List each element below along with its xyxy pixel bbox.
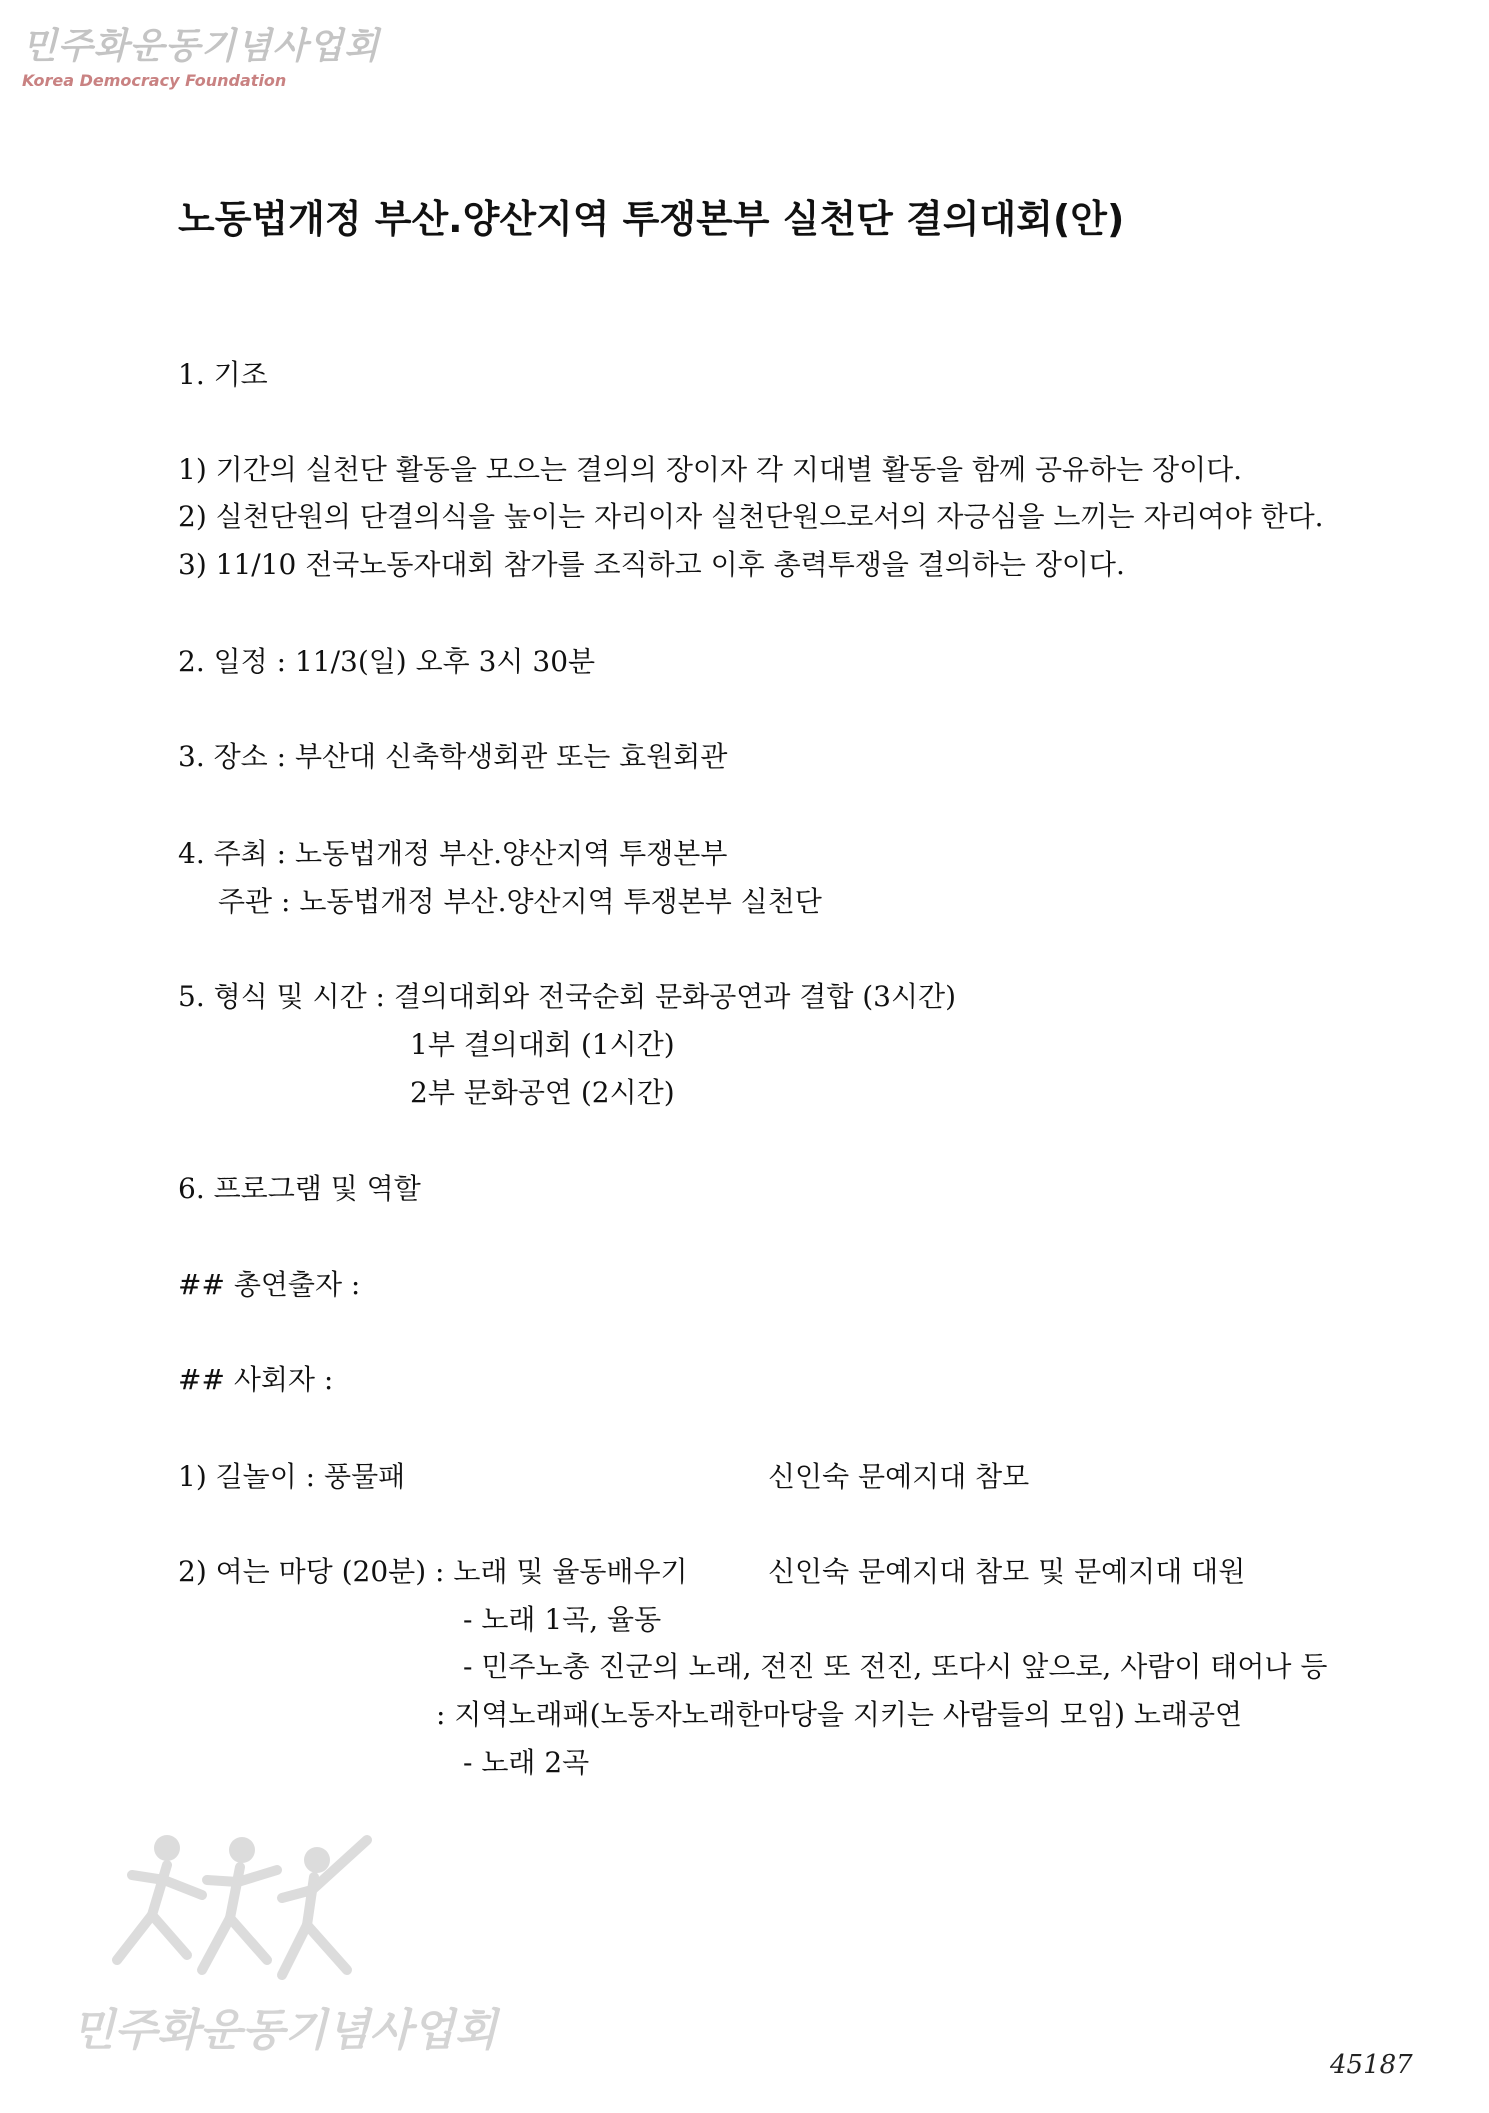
section-6-heading: 6. 프로그램 및 역할 — [178, 1172, 421, 1205]
program-2-right: 신인숙 문예지대 참모 및 문예지대 대원 — [768, 1555, 1246, 1588]
section-5-part1: 1부 결의대회 (1시간) — [410, 1028, 675, 1061]
section-1-item-3: 3) 11/10 전국노동자대회 참가를 조직하고 이후 총력투쟁을 결의하는 장이다. — [178, 548, 1125, 581]
watermark-bottom — [72, 1820, 497, 2058]
section-4-host: 4. 주최 : 노동법개정 부산.양산지역 투쟁본부 — [178, 837, 728, 870]
section-4-organizer: 주관 : 노동법개정 부산.양산지역 투쟁본부 실천단 — [218, 885, 822, 918]
program-1-left: 1) 길놀이 : 풍물패 — [178, 1460, 406, 1493]
watermark-english: Korea Democracy Foundation — [22, 71, 287, 90]
program-1-right: 신인숙 문예지대 참모 — [768, 1460, 1030, 1493]
section-5-format: 5. 형식 및 시간 : 결의대회와 전국순회 문화공연과 결합 (3시간) — [178, 980, 957, 1013]
watermark-korean: 민주화운동기념사업회 — [22, 26, 380, 67]
program-2-sub-3: : 지역노래패(노동자노래한마당을 지키는 사람들의 모임) 노래공연 — [436, 1698, 1243, 1731]
running-figures-logo — [72, 1820, 412, 1990]
handwritten-page-number: 45187 — [1330, 2050, 1413, 2080]
program-2-sub-1: - 노래 1곡, 율동 — [463, 1603, 662, 1636]
section-3-place: 3. 장소 : 부산대 신축학생회관 또는 효원회관 — [178, 740, 728, 773]
watermark-top — [22, 18, 380, 90]
watermark-bottom-korean: 민주화운동기념사업회 — [72, 2005, 498, 2056]
program-2-sub-2: - 민주노총 진군의 노래, 전진 또 전진, 또다시 앞으로, 사람이 태어나 등 — [463, 1650, 1328, 1683]
program-2-sub-4: - 노래 2곡 — [463, 1746, 590, 1779]
program-2-left: 2) 여는 마당 (20분) : 노래 및 율동배우기 — [178, 1555, 688, 1588]
section-1-item-2: 2) 실천단원의 단결의식을 높이는 자리이자 실천단원으로서의 자긍심을 느끼는 자리여야 한다. — [178, 500, 1324, 533]
section-2-schedule: 2. 일정 : 11/3(일) 오후 3시 30분 — [178, 645, 596, 678]
section-5-part2: 2부 문화공연 (2시간) — [410, 1076, 675, 1109]
section-1-heading: 1. 기조 — [178, 358, 268, 391]
section-1-item-1: 1) 기간의 실천단 활동을 모으는 결의의 장이자 각 지대별 활동을 함께 공유하는 장이다. — [178, 453, 1243, 486]
mc-label: ## 사회자 : — [178, 1363, 334, 1396]
document-title: 노동법개정 부산.양산지역 투쟁본부 실천단 결의대회(안) — [178, 197, 1125, 241]
director-label: ## 총연출자 : — [178, 1268, 361, 1301]
